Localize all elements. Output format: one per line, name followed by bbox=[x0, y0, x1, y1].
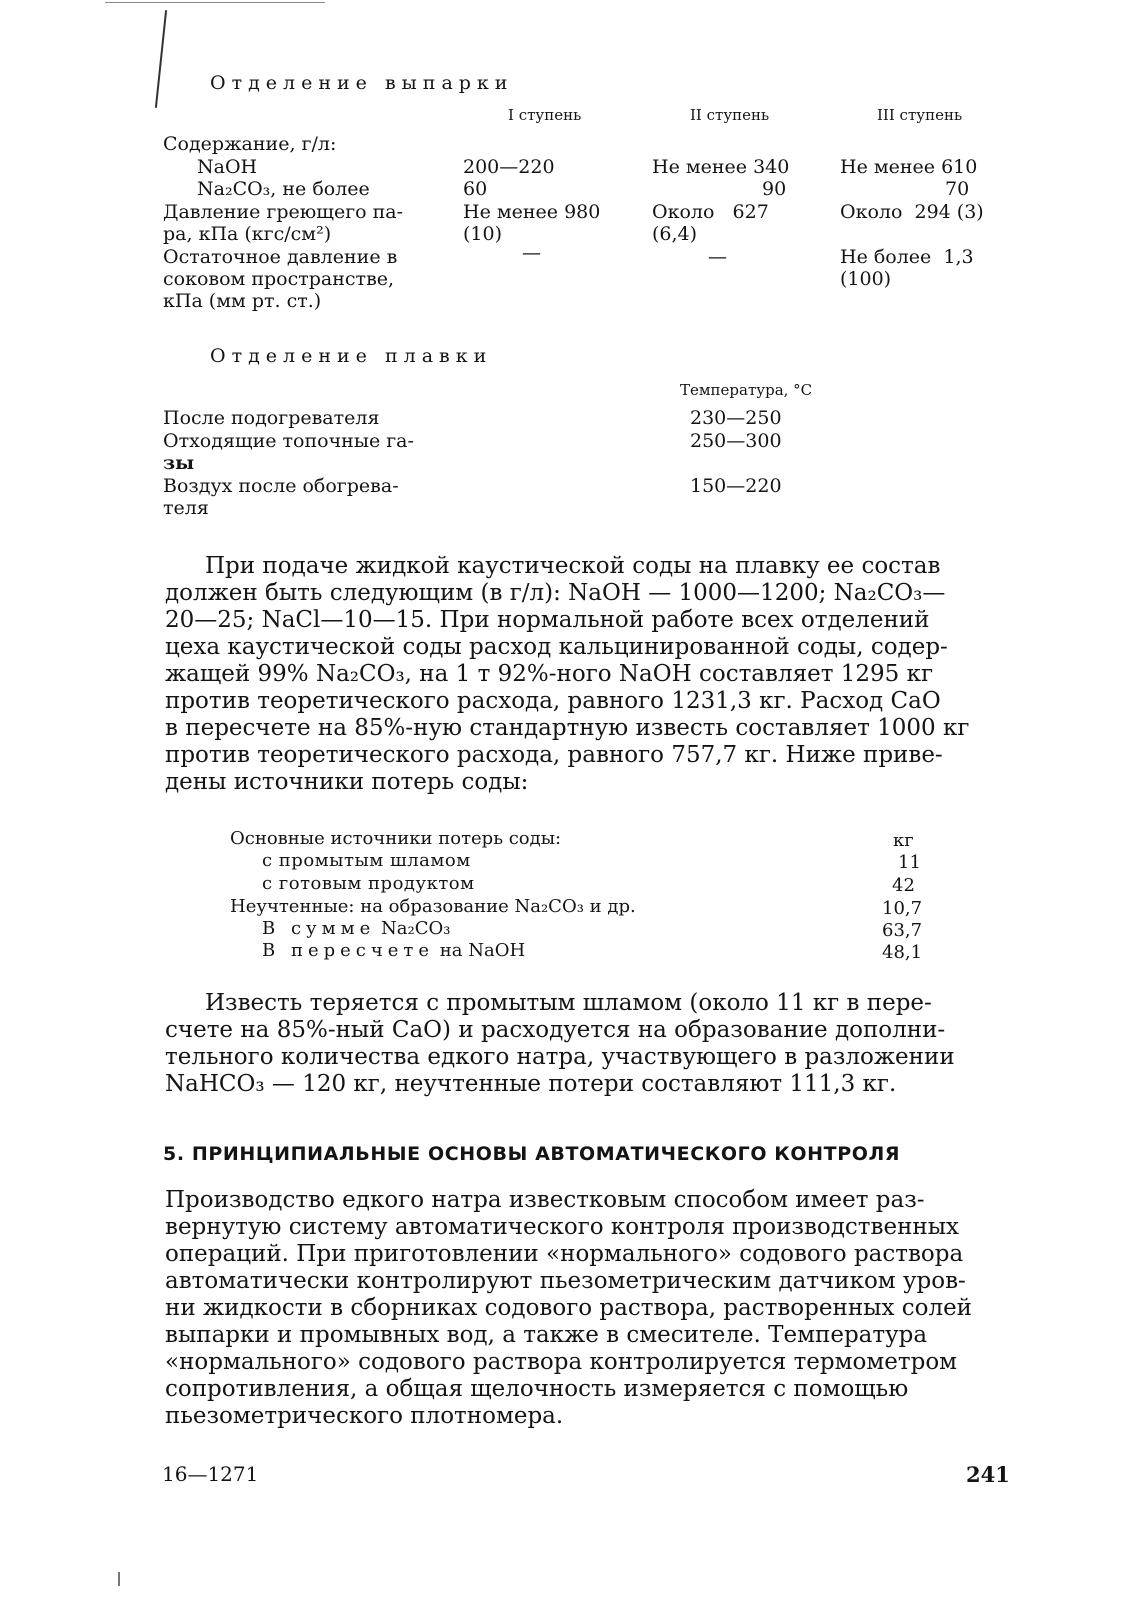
paragraph-line: автоматически контролируют пьезометрическим датчиком уров- bbox=[165, 1268, 966, 1294]
evap-naoh-1: 200—220 bbox=[463, 156, 555, 178]
losses-row-4-label-spaced: В сумме bbox=[262, 918, 376, 939]
paragraph-feed-composition bbox=[165, 553, 1030, 796]
melt-row-3-label-1: Воздух после обогрева- bbox=[163, 475, 399, 497]
paragraph-line: При подаче жидкой каустической соды на плавку ее состав bbox=[205, 553, 941, 579]
evap-pressure-3: Около 294 (3) bbox=[840, 201, 984, 223]
paragraph-line: вернутую систему автоматического контроля производственных bbox=[165, 1214, 960, 1240]
evap-naoh-3: Не менее 610 bbox=[840, 156, 978, 178]
paragraph-line: жащей 99% Na₂CO₃, на 1 т 92%-ного NaOH составляет 1295 кг bbox=[165, 661, 933, 687]
paragraph-line: должен быть следующим (в г/л): NaOH — 1000—1200; Na₂CO₃— bbox=[165, 580, 946, 606]
paragraph-line: Известь теряется с промытым шламом (около 11 кг в пере- bbox=[205, 990, 932, 1016]
melt-row-2-label-1: Отходящие топочные га- bbox=[163, 430, 414, 452]
losses-row-2-value: 42 bbox=[892, 875, 915, 896]
paragraph-line: дены источники потерь соды: bbox=[165, 769, 529, 795]
losses-row-2-label: с готовым продуктом bbox=[262, 873, 475, 894]
losses-row-4-label-rest: Na₂CO₃ bbox=[381, 918, 451, 939]
evap-header-2: II ступень bbox=[690, 106, 770, 124]
paragraph-line: «нормального» содового раствора контролируется термометром bbox=[165, 1349, 958, 1375]
evap-residual-2: — bbox=[708, 246, 727, 268]
melt-row-3-value: 150—220 bbox=[690, 475, 782, 497]
evap-pressure-label-2: ра, кПа (кгс/см²) bbox=[163, 223, 332, 245]
scan-mark-bottom bbox=[118, 1572, 120, 1586]
evap-na2co3-2: 90 bbox=[762, 178, 787, 200]
paragraph-line: тельного количества едкого натра, участвующего в разложении bbox=[165, 1044, 955, 1070]
evap-na2co3-1: 60 bbox=[463, 178, 488, 200]
losses-row-4-value: 63,7 bbox=[882, 920, 923, 941]
melt-row-2-value: 250—300 bbox=[690, 430, 782, 452]
scan-mark-left-line bbox=[155, 10, 167, 108]
evap-residual-label-3: кПа (мм рт. ст.) bbox=[163, 290, 322, 312]
paragraph-line: против теоретического расхода, равного 1231,3 кг. Расход CaO bbox=[165, 688, 941, 714]
evap-residual-3: Не более 1,3 bbox=[840, 246, 974, 268]
losses-row-5-label bbox=[262, 940, 525, 962]
paragraph-lime-losses bbox=[165, 990, 1030, 1098]
paragraph-line: операций. При приготовлении «нормального» содового раствора bbox=[165, 1241, 964, 1267]
melt-row-1-value: 230—250 bbox=[690, 407, 782, 429]
paragraph-line: NaHCO₃ — 120 кг, неучтенные потери составляют 111,3 кг. bbox=[165, 1071, 897, 1097]
evap-residual-label-1: Остаточное давление в bbox=[163, 246, 398, 268]
losses-row-5-label-spaced: В пересчете bbox=[262, 940, 435, 961]
melt-row-3-label-2: теля bbox=[163, 497, 209, 519]
paragraph-line: выпарки и промывных вод, а также в смесителе. Температура bbox=[165, 1322, 928, 1348]
losses-row-3-label: Неучтенные: на образование Na₂CO₃ и др. bbox=[230, 896, 636, 917]
losses-row-5-label-rest: на NaOH bbox=[439, 940, 526, 961]
paragraph-line: ни жидкости в сборниках содового раствора, растворенных солей bbox=[165, 1295, 973, 1321]
evap-pressure-2b: (6,4) bbox=[652, 223, 698, 245]
page-number: 241 bbox=[966, 1462, 1010, 1487]
melt-row-1-label: После подогревателя bbox=[163, 407, 380, 429]
evap-header-1: I ступень bbox=[508, 106, 582, 124]
losses-row-5-value: 48,1 bbox=[882, 942, 923, 963]
evap-residual-label-2: соковом пространстве, bbox=[163, 268, 395, 290]
losses-row-3-value: 10,7 bbox=[882, 898, 923, 919]
evap-section-title: Отделение выпарки bbox=[210, 72, 514, 94]
evap-na2co3-label: Na₂CO₃, не более bbox=[197, 178, 370, 200]
evap-content-label: Содержание, г/л: bbox=[163, 133, 337, 155]
printer-signature: 16—1271 bbox=[162, 1462, 259, 1486]
losses-row-1-value: 11 bbox=[898, 852, 921, 873]
evap-pressure-2: Около 627 bbox=[652, 201, 769, 223]
evap-residual-3b: (100) bbox=[840, 268, 892, 290]
losses-unit: кг bbox=[893, 830, 914, 851]
losses-row-1-label: с промытым шламом bbox=[262, 850, 471, 871]
evap-header-3: III ступень bbox=[877, 106, 963, 124]
evap-naoh-label: NaOH bbox=[197, 156, 258, 178]
scan-mark-top bbox=[105, 2, 325, 3]
paragraph-line: 20—25; NaCl—10—15. При нормальной работе всех отделений bbox=[165, 607, 930, 633]
losses-title: Основные источники потерь соды: bbox=[230, 828, 562, 849]
paragraph-line: Производство едкого натра известковым способом имеет раз- bbox=[165, 1187, 925, 1213]
section-heading: 5. ПРИНЦИПИАЛЬНЫЕ ОСНОВЫ АВТОМАТИЧЕСКОГО КОНТРОЛЯ bbox=[163, 1143, 901, 1165]
melt-header: Температура, °С bbox=[680, 381, 813, 399]
paragraph-line: в пересчете на 85%-ную стандартную известь составляет 1000 кг bbox=[165, 715, 970, 741]
melt-row-2-label-2: зы bbox=[163, 452, 195, 474]
evap-pressure-1b: (10) bbox=[463, 223, 503, 245]
paragraph-line: пьезометрического плотномера. bbox=[165, 1403, 564, 1429]
evap-residual-1: — bbox=[522, 242, 541, 264]
paragraph-line: против теоретического расхода, равного 757,7 кг. Ниже приве- bbox=[165, 742, 943, 768]
melt-section-title: Отделение плавки bbox=[210, 345, 493, 367]
evap-pressure-label-1: Давление греющего па- bbox=[163, 201, 404, 223]
paragraph-automation bbox=[165, 1187, 1030, 1430]
paragraph-line: сопротивления, а общая щелочность измеряется с помощью bbox=[165, 1376, 909, 1402]
losses-row-4-label bbox=[262, 918, 450, 940]
evap-naoh-2: Не менее 340 bbox=[652, 156, 790, 178]
paragraph-line: счете на 85%-ный CaO) и расходуется на образование дополни- bbox=[165, 1017, 946, 1043]
evap-pressure-1: Не менее 980 bbox=[463, 201, 601, 223]
paragraph-line: цеха каустической соды расход кальцинированной соды, содер- bbox=[165, 634, 948, 660]
evap-na2co3-3: 70 bbox=[945, 178, 970, 200]
